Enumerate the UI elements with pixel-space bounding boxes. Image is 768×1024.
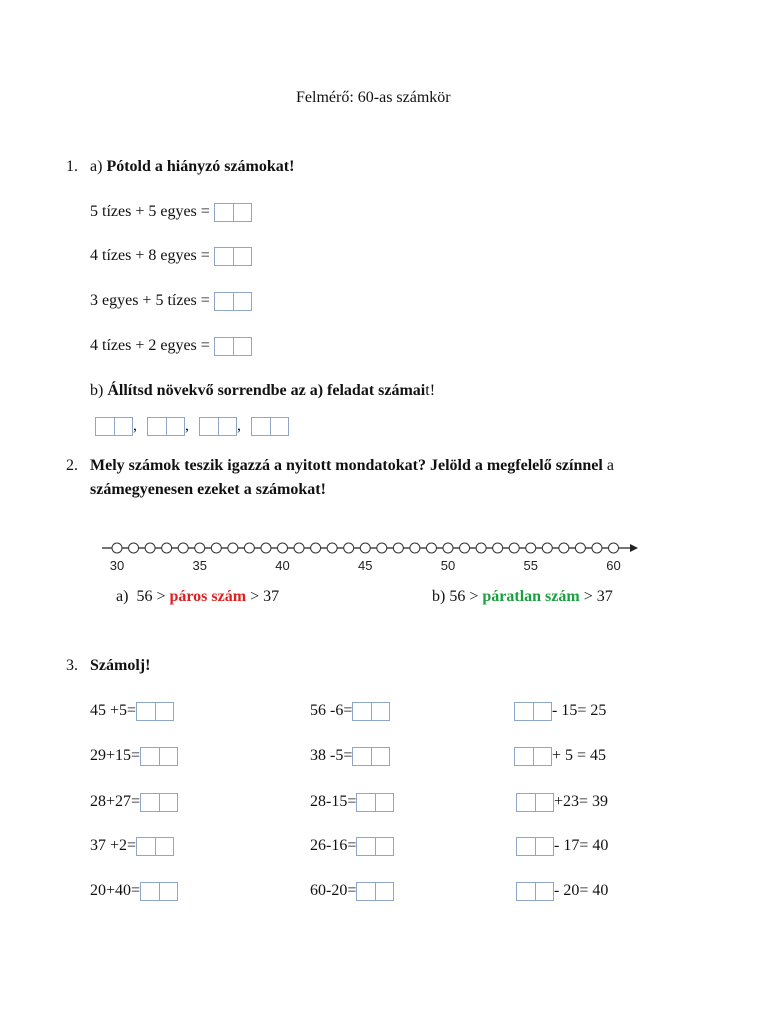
- calc-expression: - 17= 40: [554, 837, 609, 854]
- task1-line-1: [90, 202, 252, 222]
- number-line-point[interactable]: [393, 543, 403, 553]
- task3-title: Számolj!: [90, 657, 151, 674]
- task1-b-heading: [90, 381, 435, 401]
- calc-expression: 37 +2=: [90, 837, 137, 854]
- number-line-point[interactable]: [294, 543, 304, 553]
- page-title: Felmérő: 60-as számkör: [296, 89, 451, 106]
- task1-line-3: [90, 291, 252, 311]
- number-line-point[interactable]: [460, 543, 470, 553]
- task2-a-prefix: a): [116, 588, 129, 605]
- calc-row: [90, 746, 178, 766]
- calc-expression: 60-20=: [310, 882, 357, 899]
- number-line-label: 45: [358, 558, 373, 573]
- calc-row: [90, 836, 174, 856]
- task2-number: 2.: [66, 457, 78, 474]
- number-line-point[interactable]: [592, 543, 602, 553]
- calc-row: [90, 881, 178, 901]
- calc-expression: 56 -6=: [310, 702, 353, 719]
- task1-a-heading: [90, 157, 294, 177]
- number-line-point[interactable]: [344, 543, 354, 553]
- task2-a: [116, 587, 279, 607]
- task1-line-4: [90, 336, 252, 356]
- calc-expression: - 20= 40: [554, 882, 609, 899]
- task2-b-right: > 37: [583, 588, 613, 605]
- answer-box[interactable]: [352, 702, 390, 721]
- answer-box[interactable]: [136, 837, 174, 856]
- order-box[interactable]: [199, 417, 237, 436]
- calc-expression: 38 -5=: [310, 747, 353, 764]
- calc-row: [514, 701, 606, 721]
- number-line-point[interactable]: [609, 543, 619, 553]
- calc-row: [516, 881, 608, 901]
- order-box[interactable]: [95, 417, 133, 436]
- number-line-label: 40: [275, 558, 290, 573]
- number-line-point[interactable]: [426, 543, 436, 553]
- task1-line-text: 4 tízes + 8 egyes =: [90, 247, 210, 264]
- calc-expression: 28-15=: [310, 793, 357, 810]
- calc-expression: 20+40=: [90, 882, 141, 899]
- calc-row: [310, 792, 394, 812]
- answer-box[interactable]: [356, 837, 394, 856]
- number-line-point[interactable]: [410, 543, 420, 553]
- task1-b-bold: a): [309, 382, 324, 399]
- calc-expression: +23= 39: [554, 793, 609, 810]
- calc-row: [514, 746, 606, 766]
- number-line-label: 50: [440, 558, 456, 573]
- calc-expression: 28+27=: [90, 793, 141, 810]
- task1-b-prefix: b): [90, 382, 104, 399]
- number-line-point[interactable]: [244, 543, 254, 553]
- answer-box[interactable]: [356, 882, 394, 901]
- number-line-point[interactable]: [443, 543, 453, 553]
- arrow-right-icon: [630, 544, 638, 552]
- task1-line-text: 3 egyes + 5 tízes =: [90, 292, 210, 309]
- answer-box[interactable]: [514, 747, 552, 766]
- number-line-label: 55: [523, 558, 538, 573]
- task2-a-right: > 37: [250, 588, 280, 605]
- task1-line-text: 5 tízes + 5 egyes =: [90, 203, 210, 220]
- number-line-point[interactable]: [476, 543, 486, 553]
- number-line: [100, 536, 645, 576]
- number-line-point[interactable]: [575, 543, 585, 553]
- task2-line1: [90, 456, 614, 476]
- calc-row: [310, 746, 390, 766]
- number-line-point[interactable]: [178, 543, 188, 553]
- number-line-point[interactable]: [360, 543, 370, 553]
- task2-text-normal: a: [606, 457, 614, 474]
- task2-b-prefix: b) 56 >: [432, 588, 479, 605]
- number-line-point[interactable]: [195, 543, 205, 553]
- task2-a-colored: páros szám: [169, 588, 247, 605]
- calc-expression: 29+15=: [90, 747, 141, 764]
- answer-box[interactable]: [214, 337, 252, 356]
- number-line-point[interactable]: [327, 543, 337, 553]
- number-line-label: 60: [606, 558, 621, 573]
- task1-order-row: [95, 416, 289, 436]
- calc-row: [310, 701, 390, 721]
- answer-box[interactable]: [516, 882, 554, 901]
- comma: ,: [133, 417, 137, 434]
- answer-box[interactable]: [516, 837, 554, 856]
- calc-expression: 26-16=: [310, 837, 357, 854]
- answer-box[interactable]: [140, 747, 178, 766]
- task1-number: 1.: [66, 158, 78, 175]
- comma: ,: [237, 417, 241, 434]
- calc-row: [310, 881, 394, 901]
- task2-b-colored: páratlan szám: [482, 588, 580, 605]
- task1-b-text1: Állítsd növekvő sorrendbe az: [107, 382, 306, 399]
- number-line-point[interactable]: [228, 543, 238, 553]
- comma: ,: [185, 417, 189, 434]
- number-line-point[interactable]: [129, 543, 139, 553]
- answer-box[interactable]: [214, 247, 252, 266]
- answer-box[interactable]: [514, 702, 552, 721]
- calc-expression: + 5 = 45: [552, 747, 607, 764]
- number-line-point[interactable]: [377, 543, 387, 553]
- answer-box[interactable]: [140, 882, 178, 901]
- number-line-point[interactable]: [559, 543, 569, 553]
- number-line-label: 30: [109, 558, 125, 573]
- task1-line-text: 4 tízes + 2 egyes =: [90, 337, 210, 354]
- answer-box[interactable]: [140, 793, 178, 812]
- answer-box[interactable]: [214, 292, 252, 311]
- answer-box[interactable]: [352, 747, 390, 766]
- calc-row: [516, 836, 608, 856]
- order-box[interactable]: [147, 417, 185, 436]
- answer-box[interactable]: [356, 793, 394, 812]
- calc-row: [310, 836, 394, 856]
- number-line-point[interactable]: [509, 543, 519, 553]
- number-line-point[interactable]: [311, 543, 321, 553]
- number-line-point[interactable]: [278, 543, 288, 553]
- answer-box[interactable]: [214, 203, 252, 222]
- task2-b: [432, 587, 613, 607]
- number-line-label: 35: [192, 558, 207, 573]
- number-line-point[interactable]: [526, 543, 536, 553]
- task1-a-text: Pótold a hiányzó számokat!: [106, 158, 295, 175]
- number-line-point[interactable]: [261, 543, 271, 553]
- number-line-point[interactable]: [493, 543, 503, 553]
- task2-text-bold: Mely számok teszik igazzá a nyitott mondatokat? Jelöld a megfelelő színnel: [90, 457, 603, 474]
- calc-expression: 45 +5=: [90, 702, 137, 719]
- number-line-point[interactable]: [162, 543, 172, 553]
- task2-line2: számegyenesen ezeket a számokat!: [90, 481, 326, 498]
- number-line-point[interactable]: [542, 543, 552, 553]
- calc-row: [90, 792, 178, 812]
- calc-row: [90, 701, 174, 721]
- task1-b-text3: t!: [425, 382, 436, 399]
- answer-box[interactable]: [136, 702, 174, 721]
- task1-a-prefix: a): [90, 158, 103, 175]
- number-line-point[interactable]: [211, 543, 221, 553]
- answer-box[interactable]: [516, 793, 554, 812]
- task1-line-2: [90, 246, 252, 266]
- calc-expression: - 15= 25: [552, 702, 607, 719]
- number-line-point[interactable]: [112, 543, 122, 553]
- number-line-point[interactable]: [145, 543, 155, 553]
- task3-number: 3.: [66, 657, 78, 674]
- task2-a-left: 56 >: [136, 588, 166, 605]
- calc-row: [516, 792, 608, 812]
- task1-b-text2: feladat számai: [327, 382, 426, 399]
- order-box[interactable]: [251, 417, 289, 436]
